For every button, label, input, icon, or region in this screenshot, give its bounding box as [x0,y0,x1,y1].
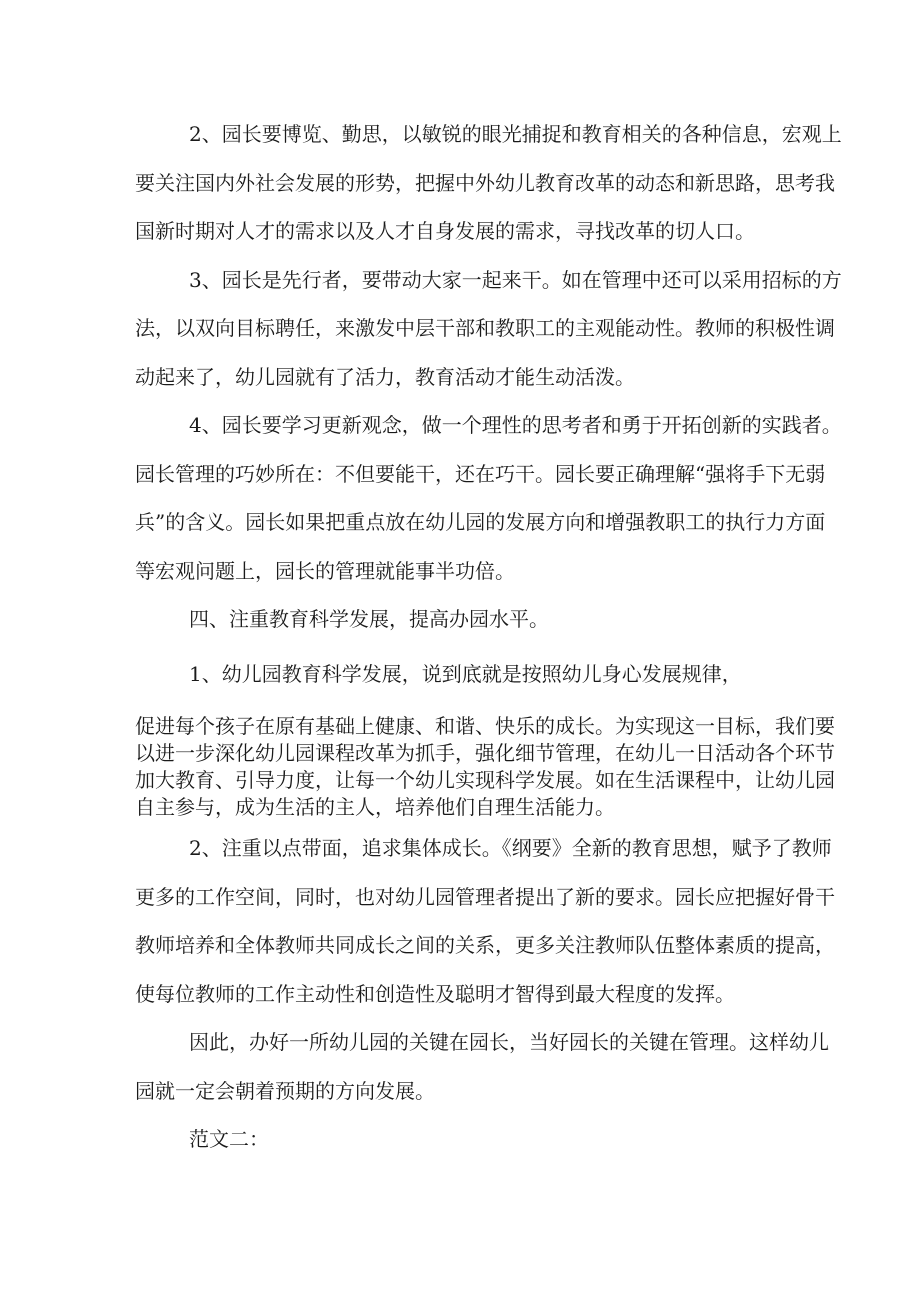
section-heading: 范文二： [189,1127,269,1151]
section-heading: 四、注重教育科学发展，提高办园水平。 [189,607,549,631]
text-line: 园长管理的巧妙所在：不但要能干，还在巧干。园长要正确理解“强将手下无弱 [135,462,826,486]
text-line: 2、注重以点带面，追求集体成长。《纲要》全新的教育思想，赋予了教师 [189,836,832,860]
text-line: 教师培养和全体教师共同成长之间的关系，更多关注教师队伍整体素质的提高， [135,933,835,957]
text-line: 2、园长要博览、勤思，以敏锐的眼光捕捉和教育相关的各种信息，宏观上 [189,122,842,146]
text-line: 园就一定会朝着预期的方向发展。 [135,1079,435,1103]
text-line: 1、幼儿园教育科学发展，说到底就是按照幼儿身心发展规律， [189,662,742,686]
text-line: 兵”的含义。园长如果把重点放在幼儿园的发展方向和增强教职工的执行力方面 [135,510,826,534]
text-line: 要关注国内外社会发展的形势，把握中外幼儿教育改革的动态和新思路，思考我 [135,171,835,195]
text-line: 国新时期对人才的需求以及人才自身发展的需求，寻找改革的切人口。 [135,219,755,243]
text-line: 以进一步深化幼儿园课程改革为抓手，强化细节管理，在幼儿一日活动各个环节 [135,741,835,765]
text-line: 因此，办好一所幼儿园的关键在园长，当好园长的关键在管理。这样幼儿 [189,1030,829,1054]
text-line: 动起来了，幼儿园就有了活力，教育活动才能生动活泼。 [135,365,635,389]
text-line: 4、园长要学习更新观念，做一个理性的思考者和勇于开拓创新的实践者。 [189,413,842,437]
text-line: 等宏观问题上，园长的管理就能事半功倍。 [135,559,515,583]
text-line: 法，以双向目标聘任，来激发中层干部和教职工的主观能动性。教师的积极性调 [135,316,835,340]
text-line: 使每位教师的工作主动性和创造性及聪明才智得到最大程度的发挥。 [135,982,735,1006]
text-line: 更多的工作空间，同时，也对幼儿园管理者提出了新的要求。园长应把握好骨干 [135,885,835,909]
text-line: 3、园长是先行者，要带动大家一起来干。如在管理中还可以采用招标的方 [189,268,842,292]
text-line: 促进每个孩子在原有基础上健康、和谐、快乐的成长。为实现这一目标，我们要 [135,714,835,738]
text-line: 自主参与，成为生活的主人，培养他们自理生活能力。 [135,795,615,819]
text-line: 加大教育、引导力度，让每一个幼儿实现科学发展。如在生活课程中，让幼儿园 [135,768,835,792]
